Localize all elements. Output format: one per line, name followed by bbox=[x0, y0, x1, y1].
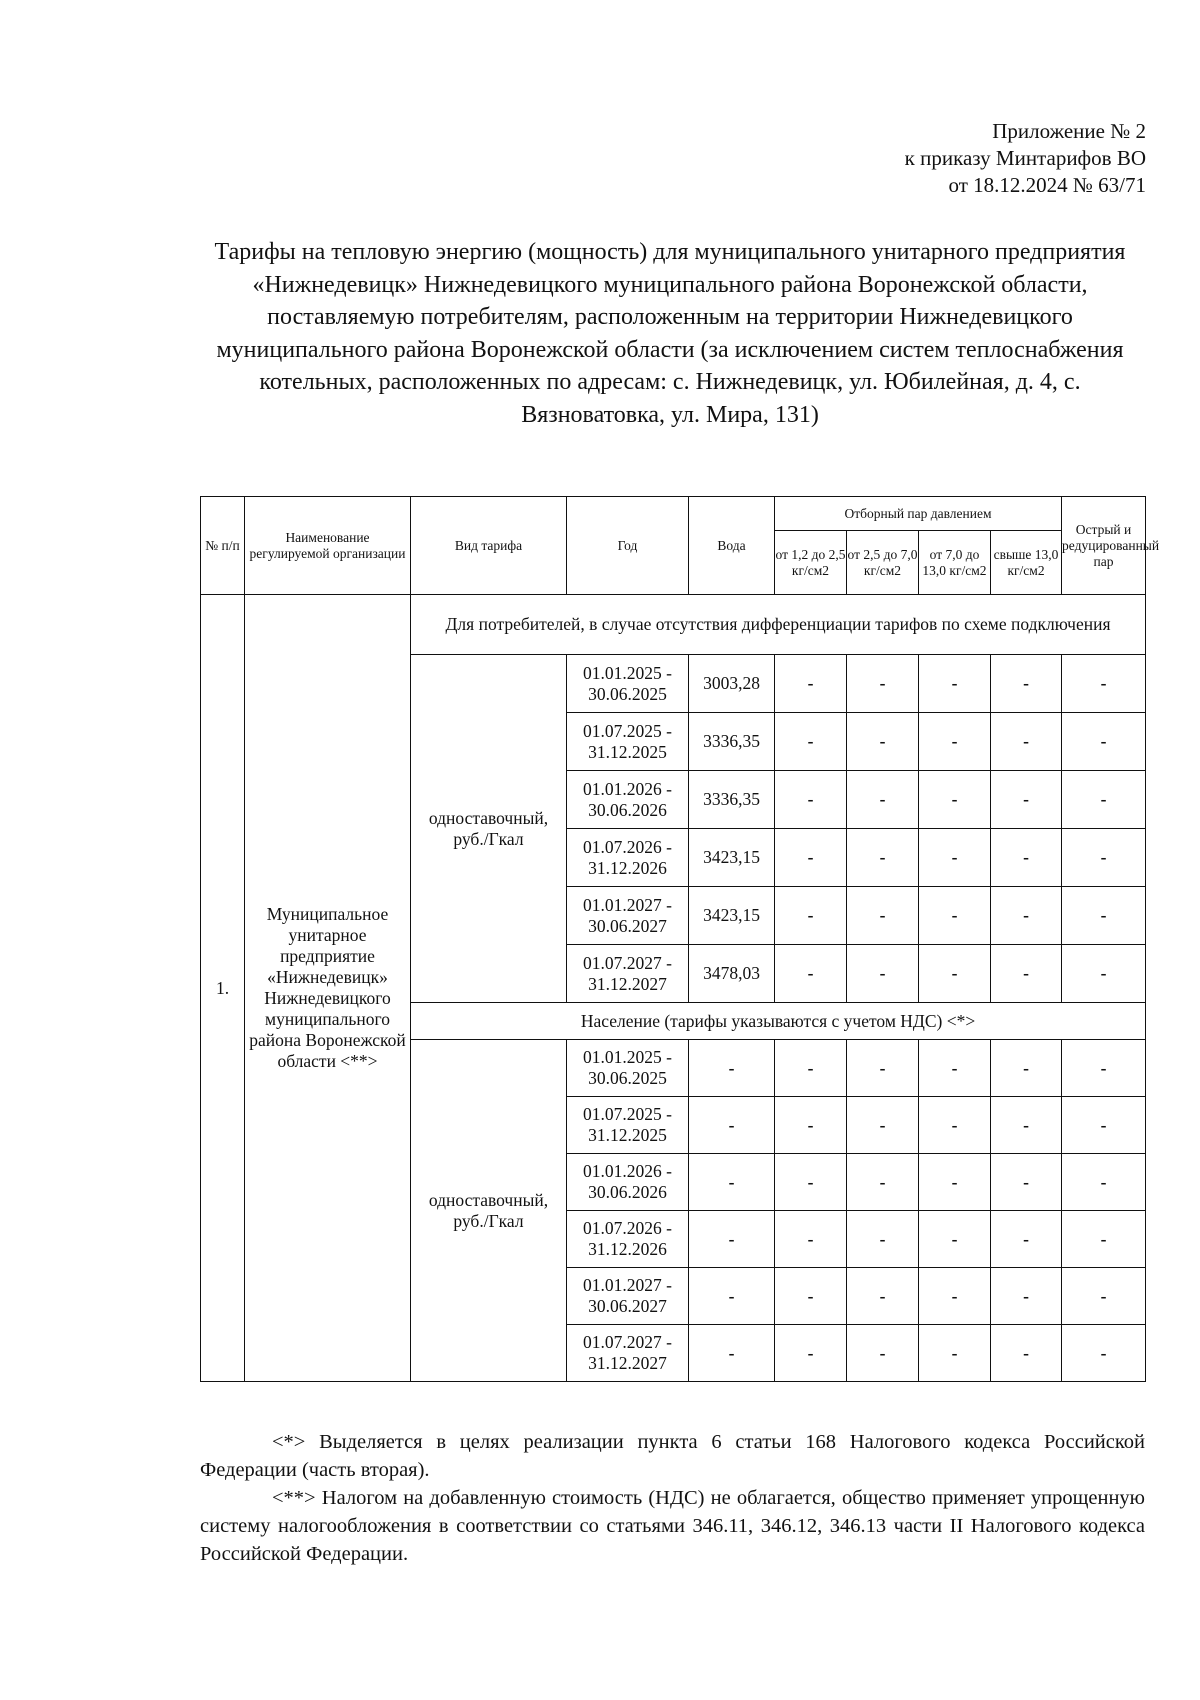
steam-cell-3: - bbox=[919, 1325, 991, 1382]
appendix-number: Приложение № 2 bbox=[992, 119, 1146, 143]
steam-cell-4: - bbox=[991, 1040, 1062, 1097]
appendix-order: к приказу Минтарифов ВО bbox=[904, 146, 1146, 170]
steam-cell-4: - bbox=[991, 945, 1062, 1003]
water-cell: - bbox=[689, 1154, 775, 1211]
header-year: Год bbox=[567, 497, 689, 595]
header-steam-4: свыше 13,0 кг/см2 bbox=[991, 531, 1062, 595]
footnote-1: <*> Выделяется в целях реализации пункта 6 статьи 168 Налогового кодекса Российской Федерации (часть вторая). bbox=[200, 1431, 1145, 1481]
water-cell: 3423,15 bbox=[689, 829, 775, 887]
steam-cell-4: - bbox=[991, 829, 1062, 887]
steam-cell-1: - bbox=[775, 1325, 847, 1382]
section-label: Население (тарифы указываются с учетом НДС) <*> bbox=[411, 1003, 1146, 1040]
water-cell: - bbox=[689, 1268, 775, 1325]
period-cell: 01.07.2025 - 31.12.2025 bbox=[567, 713, 689, 771]
steam-cell-4: - bbox=[991, 1097, 1062, 1154]
appendix-date: от 18.12.2024 № 63/71 bbox=[948, 173, 1146, 197]
period-cell: 01.01.2025 - 30.06.2025 bbox=[567, 655, 689, 713]
header-steam-3: от 7,0 до 13,0 кг/см2 bbox=[919, 531, 991, 595]
tariff-type: одноставочный, руб./Гкал bbox=[411, 655, 567, 1003]
period-cell: 01.01.2027 - 30.06.2027 bbox=[567, 887, 689, 945]
steam-cell-1: - bbox=[775, 1097, 847, 1154]
steam-cell-1: - bbox=[775, 713, 847, 771]
steam-cell-3: - bbox=[919, 771, 991, 829]
period-cell: 01.07.2027 - 31.12.2027 bbox=[567, 1325, 689, 1382]
water-cell: 3478,03 bbox=[689, 945, 775, 1003]
steam-cell-3: - bbox=[919, 1268, 991, 1325]
sharp-steam-cell: - bbox=[1062, 771, 1146, 829]
steam-cell-1: - bbox=[775, 1154, 847, 1211]
steam-cell-3: - bbox=[919, 1211, 991, 1268]
steam-cell-1: - bbox=[775, 1268, 847, 1325]
header-org: Наименование регулируемой организации bbox=[245, 497, 411, 595]
water-cell: 3336,35 bbox=[689, 713, 775, 771]
steam-cell-2: - bbox=[847, 1097, 919, 1154]
period-cell: 01.01.2026 - 30.06.2026 bbox=[567, 1154, 689, 1211]
water-cell: - bbox=[689, 1040, 775, 1097]
steam-cell-4: - bbox=[991, 887, 1062, 945]
header-water: Вода bbox=[689, 497, 775, 595]
steam-cell-4: - bbox=[991, 1211, 1062, 1268]
header-type: Вид тарифа bbox=[411, 497, 567, 595]
header-steam-2: от 2,5 до 7,0 кг/см2 bbox=[847, 531, 919, 595]
steam-cell-1: - bbox=[775, 829, 847, 887]
header-steam-1: от 1,2 до 2,5 кг/см2 bbox=[775, 531, 847, 595]
section-row bbox=[201, 595, 1146, 655]
period-cell: 01.07.2026 - 31.12.2026 bbox=[567, 829, 689, 887]
steam-cell-4: - bbox=[991, 771, 1062, 829]
steam-cell-1: - bbox=[775, 1211, 847, 1268]
period-cell: 01.01.2027 - 30.06.2027 bbox=[567, 1268, 689, 1325]
sharp-steam-cell: - bbox=[1062, 1097, 1146, 1154]
steam-cell-3: - bbox=[919, 887, 991, 945]
steam-cell-2: - bbox=[847, 945, 919, 1003]
steam-cell-3: - bbox=[919, 1040, 991, 1097]
sharp-steam-cell: - bbox=[1062, 1154, 1146, 1211]
period-cell: 01.01.2025 - 30.06.2025 bbox=[567, 1040, 689, 1097]
steam-cell-3: - bbox=[919, 713, 991, 771]
water-cell: - bbox=[689, 1097, 775, 1154]
steam-cell-1: - bbox=[775, 655, 847, 713]
tariff-table bbox=[200, 496, 1160, 1382]
sharp-steam-cell: - bbox=[1062, 1040, 1146, 1097]
water-cell: 3336,35 bbox=[689, 771, 775, 829]
sharp-steam-cell: - bbox=[1062, 713, 1146, 771]
steam-cell-1: - bbox=[775, 945, 847, 1003]
steam-cell-4: - bbox=[991, 1268, 1062, 1325]
header-steam-group: Отборный пар давлением bbox=[775, 497, 1062, 531]
sharp-steam-cell: - bbox=[1062, 887, 1146, 945]
organization-name: Муниципальное унитарное предприятие «Нижнедевицк» Нижнедевицкого муниципального района Воронежской области <**> bbox=[245, 595, 411, 1382]
footnote-2: <**> Налогом на добавленную стоимость (НДС) не облагается, общество применяет упрощенную систему налогообложения в соответствии со статьями 346.11, 346.12, 346.13 части II Налогового кодекса Российской Федерации. bbox=[200, 1487, 1145, 1565]
sharp-steam-cell: - bbox=[1062, 1211, 1146, 1268]
steam-cell-1: - bbox=[775, 771, 847, 829]
steam-cell-4: - bbox=[991, 1325, 1062, 1382]
steam-cell-4: - bbox=[991, 1154, 1062, 1211]
steam-cell-2: - bbox=[847, 829, 919, 887]
steam-cell-3: - bbox=[919, 1154, 991, 1211]
water-cell: - bbox=[689, 1211, 775, 1268]
water-cell: 3423,15 bbox=[689, 887, 775, 945]
steam-cell-2: - bbox=[847, 887, 919, 945]
steam-cell-3: - bbox=[919, 1097, 991, 1154]
sharp-steam-cell: - bbox=[1062, 945, 1146, 1003]
steam-cell-4: - bbox=[991, 655, 1062, 713]
period-cell: 01.01.2026 - 30.06.2026 bbox=[567, 771, 689, 829]
footnotes bbox=[200, 1428, 1145, 1568]
steam-cell-4: - bbox=[991, 713, 1062, 771]
row-number: 1. bbox=[201, 595, 245, 1382]
document-title: Тарифы на тепловую энергию (мощность) для муниципального унитарного предприятия «Нижнедевицк» Нижнедевицкого муниципального района Воронежской области, поставляемую потребителям, расположенным на территории Нижнедевицкого муниципального района Воронежской области (за исключением систем теплоснабжения котельных, расположенных по адресам: с. Нижнедевицк, ул. Юбилейная, д. 4, с. Вязноватовка, ул. Мира, 131) bbox=[214, 239, 1126, 428]
header-num: № п/п bbox=[201, 497, 245, 595]
steam-cell-2: - bbox=[847, 713, 919, 771]
steam-cell-3: - bbox=[919, 829, 991, 887]
steam-cell-2: - bbox=[847, 1154, 919, 1211]
sharp-steam-cell: - bbox=[1062, 1325, 1146, 1382]
sharp-steam-cell: - bbox=[1062, 655, 1146, 713]
steam-cell-2: - bbox=[847, 1040, 919, 1097]
period-cell: 01.07.2026 - 31.12.2026 bbox=[567, 1211, 689, 1268]
steam-cell-2: - bbox=[847, 1268, 919, 1325]
water-cell: - bbox=[689, 1325, 775, 1382]
period-cell: 01.07.2025 - 31.12.2025 bbox=[567, 1097, 689, 1154]
steam-cell-2: - bbox=[847, 655, 919, 713]
sharp-steam-cell: - bbox=[1062, 829, 1146, 887]
appendix-reference bbox=[905, 118, 1146, 199]
tariff-type: одноставочный, руб./Гкал bbox=[411, 1040, 567, 1382]
steam-cell-2: - bbox=[847, 771, 919, 829]
steam-cell-3: - bbox=[919, 655, 991, 713]
steam-cell-2: - bbox=[847, 1211, 919, 1268]
header-sharp-steam: Острый и редуцированный пар bbox=[1062, 497, 1146, 595]
steam-cell-3: - bbox=[919, 945, 991, 1003]
sharp-steam-cell: - bbox=[1062, 1268, 1146, 1325]
steam-cell-1: - bbox=[775, 1040, 847, 1097]
water-cell: 3003,28 bbox=[689, 655, 775, 713]
section-label: Для потребителей, в случае отсутствия дифференциации тарифов по схеме подключения bbox=[411, 595, 1146, 655]
period-cell: 01.07.2027 - 31.12.2027 bbox=[567, 945, 689, 1003]
steam-cell-2: - bbox=[847, 1325, 919, 1382]
steam-cell-1: - bbox=[775, 887, 847, 945]
